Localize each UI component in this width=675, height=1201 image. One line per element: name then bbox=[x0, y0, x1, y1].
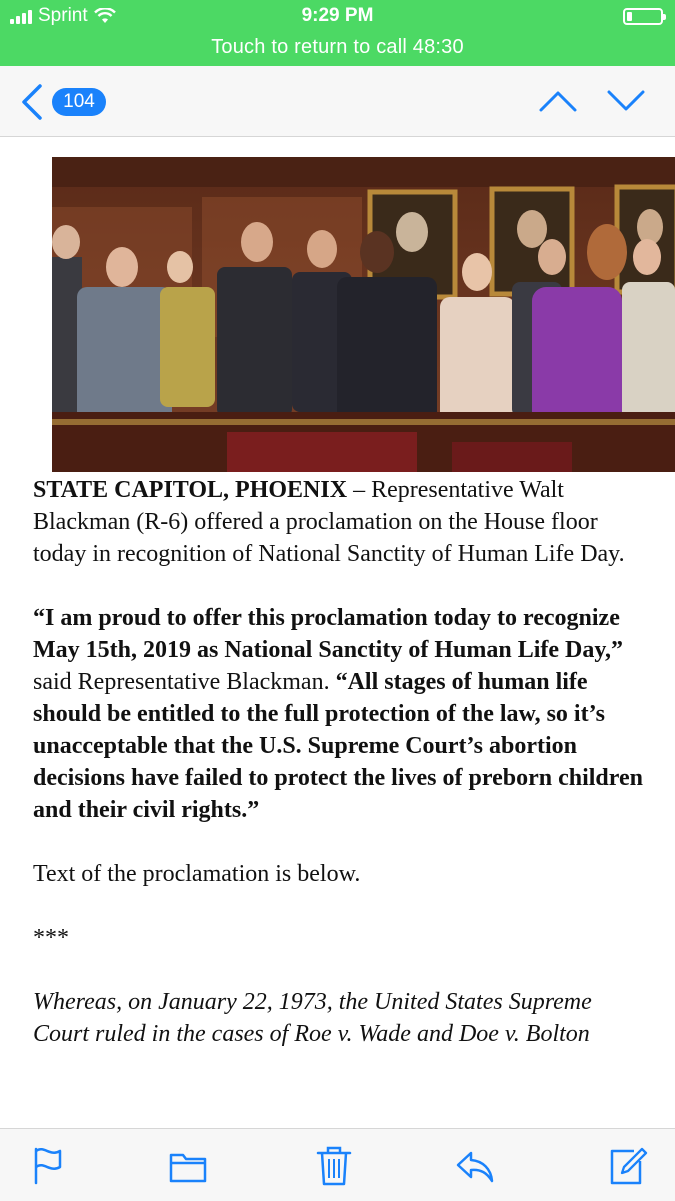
email-body bbox=[33, 474, 653, 1082]
proclamation-intro: Text of the proclamation is below. bbox=[33, 861, 361, 887]
quote-paragraph bbox=[33, 602, 653, 826]
compose-icon[interactable] bbox=[608, 1143, 648, 1187]
attribution: said Representative Blackman. bbox=[33, 669, 336, 695]
whereas-paragraph: Whereas, on January 22, 1973, the United States Supreme Court ruled in the cases of Roe v. Wade and Doe v. Bolton bbox=[33, 989, 592, 1047]
carrier-label: Sprint bbox=[38, 5, 88, 26]
article-photo bbox=[52, 157, 675, 472]
battery-fill bbox=[627, 12, 632, 21]
chevron-down-icon[interactable] bbox=[606, 88, 646, 114]
clock: 9:29 PM bbox=[301, 5, 374, 26]
chevron-left-icon[interactable] bbox=[18, 82, 48, 122]
return-to-call-banner[interactable]: Touch to return to call 48:30 bbox=[211, 36, 464, 58]
trash-icon[interactable] bbox=[314, 1143, 354, 1187]
unread-count-badge[interactable]: 104 bbox=[52, 88, 106, 116]
folder-icon[interactable] bbox=[168, 1143, 208, 1187]
mail-nav-bar bbox=[0, 66, 675, 137]
reply-icon[interactable] bbox=[455, 1143, 495, 1187]
status-bar[interactable] bbox=[0, 0, 675, 66]
mail-toolbar bbox=[0, 1128, 675, 1201]
battery-icon bbox=[623, 8, 663, 25]
house-floor-photo-illustration bbox=[52, 157, 675, 472]
quote-part-a: “I am proud to offer this proclamation today to recognize May 15th, 2019 as National Sanctity of Human Life Day,” bbox=[33, 605, 624, 663]
flag-icon[interactable] bbox=[28, 1143, 68, 1187]
section-separator: *** bbox=[33, 925, 69, 951]
dateline: STATE CAPITOL, PHOENIX bbox=[33, 477, 348, 503]
chevron-up-icon[interactable] bbox=[538, 88, 578, 114]
intro-text: – Representative Walt Blackman (R-6) offered a proclamation on the House floor today in recognition of National Sanctity of Human Life Day. bbox=[33, 477, 625, 567]
quote-part-b: “All stages of human life should be entitled to the full protection of the law, so it’s unacceptable that the U.S. Supreme Court’s abortion decisions have failed to protect the lives of preborn children and their civil rights.” bbox=[33, 669, 643, 823]
intro-paragraph bbox=[33, 474, 653, 570]
